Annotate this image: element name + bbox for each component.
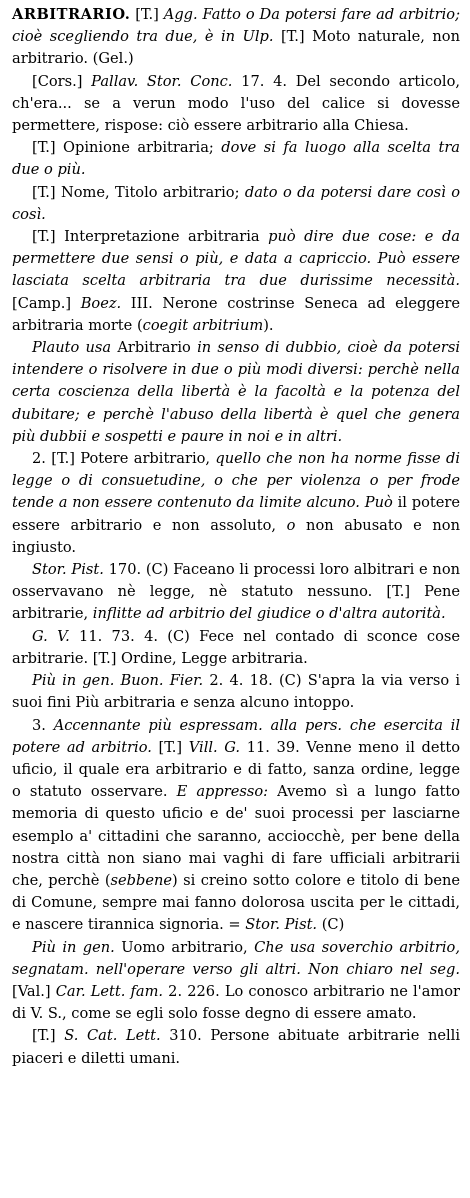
italic-text: G. V.: [32, 627, 70, 645]
italic-text: Più in gen.: [32, 938, 115, 956]
entry-paragraph: [12, 71, 460, 138]
text-run: non abusato e non ingiusto.: [12, 516, 460, 556]
italic-text: Boez.: [80, 294, 122, 312]
text-run: [T.]: [130, 6, 164, 23]
text-run: [T.]: [32, 1027, 65, 1045]
entry-paragraph: [12, 448, 460, 559]
italic-text: Più in gen. Buon. Fier.: [32, 672, 204, 690]
text-run: III. Nerone costrinse Seneca ad eleggere arbitraria morte (: [12, 294, 460, 334]
italic-text: Agg. Fatto o Da potersi fare ad arbitrio; cioè scegliendo tra due, è in Ulp.: [12, 6, 460, 46]
text-run: [T.] Moto naturale, non arbitrario. (Gel.): [12, 28, 460, 68]
dictionary-entry-arbitrario: [12, 4, 460, 1070]
italic-text: Car. Lett. fam.: [55, 982, 164, 1000]
italic-text: quello che non ha norme fisse di legge o di consuetudine, o che per violenza o per frode tende a non essere contenuto da limite alcuno. Può: [12, 450, 460, 512]
italic-text: Vill. G.: [188, 738, 241, 756]
entry-paragraph: [12, 670, 460, 714]
text-run: ) si creino sotto colore e titolo di bene di Comune, sempre mai fanno dolorosa uscita per le cittadi, e nascere tirannica signoria. =: [12, 871, 460, 934]
text-run: [Val.]: [12, 982, 56, 1000]
text-run: [Cors.]: [32, 72, 92, 90]
text-run: 2. 226. Lo conosco arbitrario ne l'amor di V. S., come se egli solo fosse degno di essere amato.: [12, 982, 460, 1023]
text-run: 2. [T.] Potere arbitrario,: [32, 450, 216, 468]
entry-paragraph: [12, 559, 460, 626]
italic-text: E appresso:: [176, 783, 269, 801]
text-run: 11. 73. 4. (C) Fece nel contado di sconce cose arbitrarie. [T.] Ordine, Legge arbitraria.: [12, 627, 460, 667]
entry-definition: [12, 4, 460, 71]
italic-text: può dire due cose: e da permettere due sensi o più, e data a capriccio. Può essere lasciata scelta arbitraria tra due durissime necessità.: [12, 228, 460, 290]
italic-text: Che usa soverchio arbitrio, segnatam. nell'operare verso gli altri. Non chiaro nel seg.: [12, 938, 460, 978]
text-run: il potere essere arbitrario e non assoluto,: [12, 494, 460, 534]
text-run: [T.]: [151, 738, 189, 756]
entry-paragraph: [12, 226, 460, 337]
entry-paragraph: [12, 715, 460, 937]
text-run: Avemo sì a lungo fatto memoria di questo uficio e de' suoi processi per lasciarne esemplo a' cittadini che saranno, acciocchè, per bene della nostra città non siano mai vaghi di fare ufficiali arbitrarii che, perchè (: [12, 783, 460, 889]
entry-paragraph: [12, 1025, 460, 1069]
italic-text: Plauto usa: [32, 339, 112, 357]
italic-text: dove si fa luogo alla scelta tra due o più.: [12, 139, 460, 179]
italic-text: dato o da potersi dare così o così.: [12, 183, 461, 223]
entry-paragraph: [12, 182, 460, 226]
text-run: 3.: [32, 716, 54, 734]
text-run: 17. 4. Del secondo articolo, ch'era... se a verun modo l'uso del calice si dovesse permettere, rispose: ciò essere arbitrario alla Chiesa.: [12, 72, 460, 135]
text-run: Arbitrario: [111, 339, 198, 357]
italic-text: S. Cat. Lett.: [64, 1027, 161, 1045]
text-run: 170. (C) Faceano li processi loro albitrari e non osservavano nè legge, nè statuto nessuno. [T.] Pene arbitrarie,: [12, 561, 460, 623]
headword: ARBITRARIO.: [12, 6, 131, 23]
text-run: [T.] Interpretazione arbitraria: [32, 228, 269, 246]
italic-text: in senso di dubbio, cioè da potersi intendere o risolvere in due o più modi diversi: perchè nella certa coscienza della libertà è la facoltà e la potenza del dubitare; e perchè l'abuso della libertà è quel che genera più dubbii e sospetti e paure in noi e in altri.: [12, 339, 461, 445]
entry-paragraph: [12, 337, 460, 448]
entry-paragraph: [12, 937, 460, 1026]
text-run: [T.] Opinione arbitraria;: [32, 139, 222, 157]
text-run: 310. Persone abituate arbitrarie nelli piaceri e diletti umani.: [12, 1027, 460, 1067]
italic-text: inflitte ad arbitrio del giudice o d'altra autorità.: [92, 605, 446, 623]
text-run: Uomo arbitrario,: [114, 938, 255, 956]
italic-text: o: [286, 516, 296, 534]
italic-text: Stor. Pist.: [32, 561, 104, 579]
text-run: (C): [317, 916, 345, 934]
text-run: [Camp.]: [12, 294, 81, 312]
italic-text: Stor. Pist.: [245, 916, 318, 934]
italic-text: coegit arbitrium: [142, 316, 264, 334]
italic-text: Accennante più espressam. alla pers. che esercita il potere ad arbitrio.: [12, 716, 460, 756]
text-run: 2. 4. 18. (C) S'apra la via verso i suoi fini Più arbitraria e senza alcuno intoppo.: [12, 672, 460, 712]
italic-text: sebbene: [110, 871, 173, 889]
entry-paragraph: [12, 137, 460, 181]
italic-text: Pallav. Stor. Conc.: [91, 72, 233, 90]
text-run: ).: [263, 316, 274, 334]
entry-paragraph: [12, 626, 460, 670]
text-run: [T.] Nome, Titolo arbitrario;: [32, 183, 245, 201]
text-run: 11. 39. Venne meno il detto uficio, il quale era arbitrario e di fatto, sanza ordine, legge o statuto osservare.: [12, 738, 460, 801]
